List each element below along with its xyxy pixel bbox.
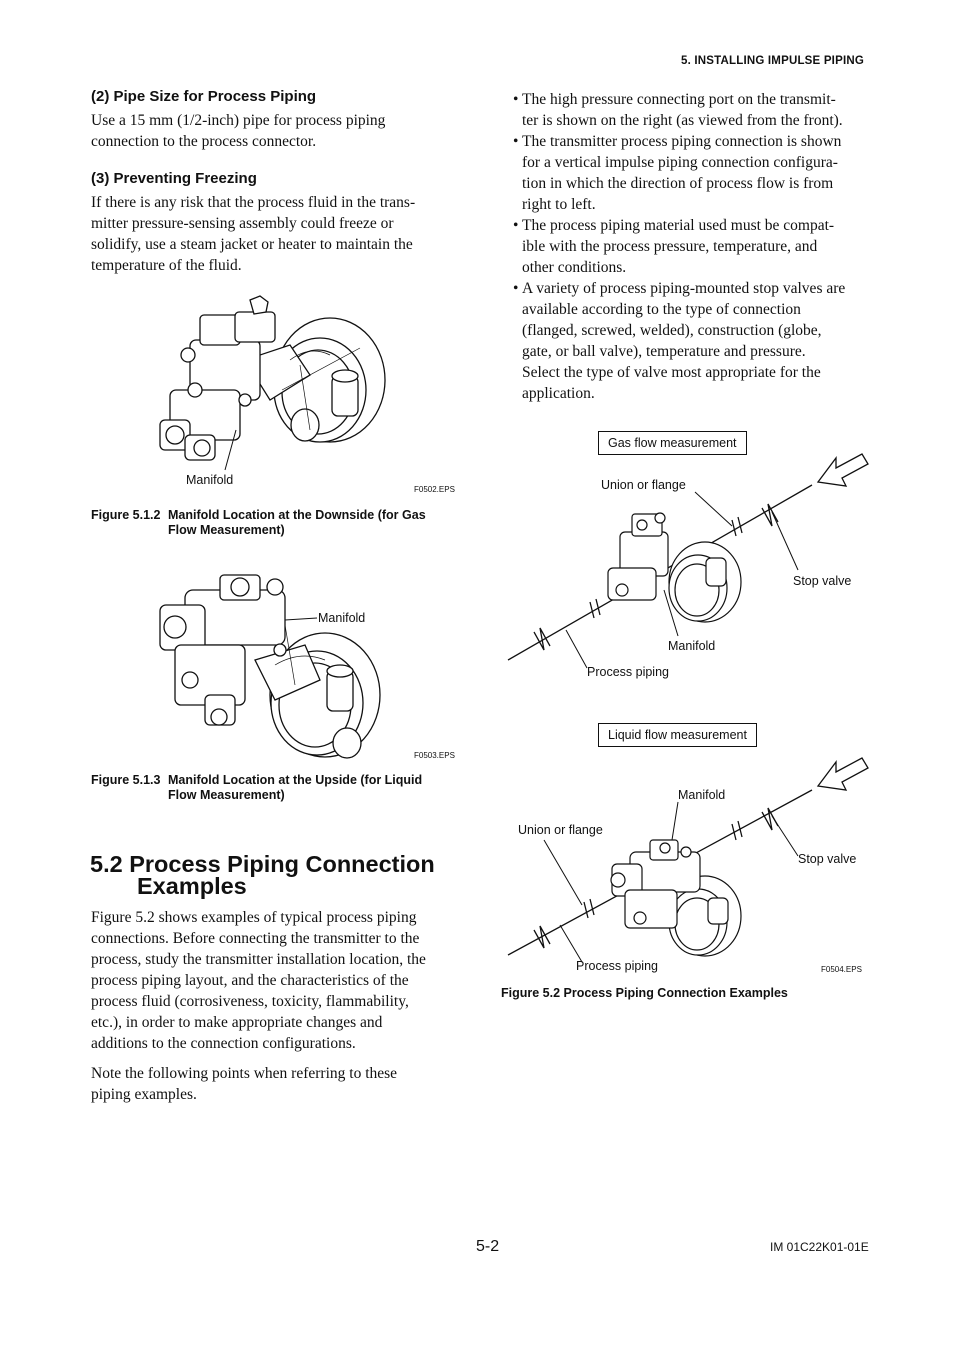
text-line: tion in which the direction of process flow is from xyxy=(522,175,834,192)
text-line: • A variety of process piping-mounted stop valves are xyxy=(522,280,846,297)
list-item xyxy=(513,131,873,215)
process-piping-label: Process piping xyxy=(576,959,658,973)
list-item xyxy=(513,215,873,278)
list-item xyxy=(513,89,873,131)
text-line: (flanged, screwed, welded), construction (globe, xyxy=(522,322,822,339)
page-number: 5-2 xyxy=(476,1238,500,1255)
section-intro xyxy=(91,907,453,1054)
text-line: Note the following points when referring to these xyxy=(91,1065,398,1082)
text-line: Use a 15 mm (1/2-inch) pipe for process piping xyxy=(91,112,386,129)
manifold-label: Manifold xyxy=(318,611,366,625)
section-title-line: 5.2 Process Piping Connection xyxy=(90,851,435,877)
text-line: available according to the type of connection xyxy=(522,301,801,318)
stop-valve-label: Stop valve xyxy=(793,574,852,588)
manifold-label: Manifold xyxy=(678,788,726,802)
caption-number: Figure 5.1.2 xyxy=(91,508,161,522)
text-line: piping examples. xyxy=(91,1086,197,1103)
transmitter-downside-illustration xyxy=(150,290,400,470)
text-line: etc.), in order to make appropriate changes and xyxy=(91,1014,383,1031)
caption-text: Manifold Location at the Upside (for Liquid xyxy=(168,773,423,787)
liquid-flow-title-box: Liquid flow measurement xyxy=(598,723,757,747)
transmitter-upside-illustration xyxy=(155,565,405,760)
figure-code: F0502.EPS xyxy=(414,485,455,494)
manifold-label: Manifold xyxy=(186,473,234,487)
pipe-size-heading: (2) Pipe Size for Process Piping xyxy=(91,88,317,105)
text-line: process, study the transmitter installation location, the xyxy=(91,951,426,968)
text-line: If there is any risk that the process fluid in the trans- xyxy=(91,194,416,211)
text-line: solidify, use a steam jacket or heater to maintain the xyxy=(91,236,413,253)
union-label: Union or flange xyxy=(601,478,686,492)
caption-number: Figure 5.1.3 xyxy=(91,773,161,787)
figure-code: F0504.EPS xyxy=(821,965,862,974)
running-header: 5. INSTALLING IMPULSE PIPING xyxy=(680,55,864,67)
caption-text: Manifold Location at the Downside (for Gas xyxy=(168,508,426,522)
freezing-heading: (3) Preventing Freezing xyxy=(91,170,257,187)
text-line: connection to the process connector. xyxy=(91,133,317,150)
text-line: gate, or ball valve), temperature and pressure. xyxy=(522,343,806,360)
text-line: right to left. xyxy=(522,196,596,213)
text-line: ter is shown on the right (as viewed from the front). xyxy=(522,112,843,129)
text-line: connections. Before connecting the transmitter to the xyxy=(91,930,420,947)
text-line: process piping layout, and the characteristics of the xyxy=(91,972,409,989)
text-line: • The process piping material used must be compat- xyxy=(522,217,835,234)
text-line: • The high pressure connecting port on the transmit- xyxy=(522,91,836,108)
text-line: other conditions. xyxy=(522,259,627,276)
notes-list xyxy=(513,89,873,404)
figure-5-1-2-caption xyxy=(91,508,451,538)
figure-5-2-caption: Figure 5.2 Process Piping Connection Examples xyxy=(501,986,788,1000)
text-line: temperature of the fluid. xyxy=(91,257,242,274)
freezing-text xyxy=(91,192,451,276)
text-line: Select the type of valve most appropriate for the xyxy=(522,364,821,381)
figure-5-1-3-caption xyxy=(91,773,451,803)
text-line: • The transmitter process piping connection is shown xyxy=(522,133,842,150)
text-line: additions to the connection configurations. xyxy=(91,1035,356,1052)
pipe-size-text xyxy=(91,110,451,152)
text-line: for a vertical impulse piping connection configura- xyxy=(522,154,838,171)
text-line: Figure 5.2 shows examples of typical process piping xyxy=(91,909,417,926)
section-heading xyxy=(90,853,435,897)
text-line: mitter pressure-sensing assembly could freeze or xyxy=(91,215,394,232)
text-line: process fluid (corrosiveness, toxicity, flammability, xyxy=(91,993,409,1010)
union-label: Union or flange xyxy=(518,823,603,837)
process-piping-label: Process piping xyxy=(587,665,669,679)
caption-text: Flow Measurement) xyxy=(168,788,285,802)
figure-code: F0503.EPS xyxy=(414,751,455,760)
stop-valve-label: Stop valve xyxy=(798,852,857,866)
manifold-label: Manifold xyxy=(668,639,716,653)
text-line: application. xyxy=(522,385,595,402)
caption-text: Flow Measurement) xyxy=(168,523,285,537)
document-id: IM 01C22K01-01E xyxy=(770,1240,869,1254)
section-title-line: Examples xyxy=(137,873,247,899)
section-note xyxy=(91,1063,453,1105)
list-item xyxy=(513,278,873,404)
gas-flow-title-box: Gas flow measurement xyxy=(598,431,747,455)
text-line: ible with the process pressure, temperature, and xyxy=(522,238,818,255)
